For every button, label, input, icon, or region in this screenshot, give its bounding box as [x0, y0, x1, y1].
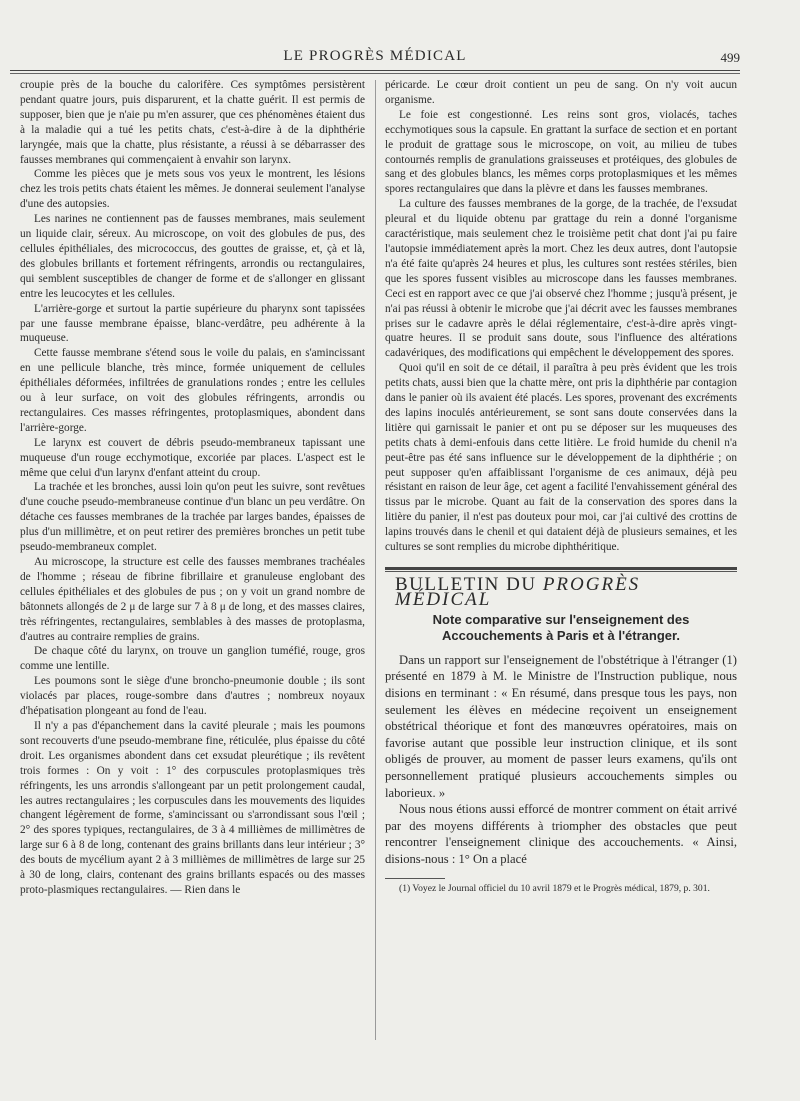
- header-rule: [10, 70, 740, 71]
- paragraph: Le foie est congestionné. Les reins sont gros, violacés, taches ecchymotiques sous la capsule. En grattant la surface de section et en portant le produit de grattage sous le microscope, on voit, au milieu de tubes contournés remplis de granulations graisseuses et protéiques, des globules de sang et des globules blancs, les mêmes corps protoplasmiques et les mêmes spores rectangulaires que dans la plèvre et dans les fausses membranes.: [385, 108, 737, 196]
- paragraph: Cette fausse membrane s'étend sous le voile du palais, en s'amincissant en une pellicule blanche, très mince, formée uniquement de cellules épithéliales déformées, infiltrées de granulations rondes ; entre les cellules ou à leur surface, on voit des globules réfringents, arrondis ou rectangulaires. Ces masses réfringentes, protoplasmiques, abondent dans l'arrière-gorge.: [20, 347, 365, 434]
- paragraph: Il n'y a pas d'épanchement dans la cavité pleurale ; mais les poumons sont recouverts d'une pseudo-membrane fine, réticulée, plus épaisse du côté droit. Les organismes abondent dans cet exsudat pleurétique ; ils revêtent trois formes : On y voit : 1° des corpuscules protoplasmiques très réfringents, les uns arrondis s'allongeant par un petit prolongement caudal, les autres rectangulaires ; les corpuscules dans les mouvements des liquides changent légèrement de forme, s'amincissant ou s'arrondissant sous l'œil ; 2° des spores typiques, rectangulaires, de 3 à 4 millièmes de millimètres de large sur 6 à 8 de long, contenant des grains brillants dans leur intérieur ; 3° des bouts de mycélium ayant 2 à 3 millièmes de millimètres de large sur 25 à 30 de long, clairs, contenant des grains brillants espacés ou des masses proto-plasmiques rectangulaires. — Rien dans le: [20, 719, 365, 896]
- page-number: 499: [720, 50, 740, 65]
- bulletin-brand: PROGRÈS MÉDICAL: [395, 574, 641, 610]
- bulletin-heading: [395, 574, 737, 610]
- article-title-line: Accouchements à Paris et à l'étranger.: [442, 627, 680, 643]
- paragraph: L'arrière-gorge et surtout la partie supérieure du pharynx sont tapissées par une fausse membrane épaisse, blanc-verdâtre, peu adhérente à la muqueuse.: [20, 302, 365, 345]
- left-column: [20, 78, 365, 898]
- bulletin-prefix: BULLETIN DU: [395, 574, 543, 595]
- paragraph: croupie près de la bouche du calorifère. Ces symptômes persistèrent pendant quatre jours, puis disparurent, et la chatte guérit. Il est permis de supposer, bien que je n'aie pu m'en assurer, que ces phénomènes étaient dus à la maladie qui a tué les petits chats, c'est-à-dire à de la diphthérie laryngée, mais que la chatte, plus résistante, a réussi à se débarrasser des fausses membranes qui commençaient à envahir son larynx.: [20, 79, 365, 166]
- paragraph: De chaque côté du larynx, on trouve un ganglion tuméfié, rouge, gros comme une lentille.: [20, 645, 365, 673]
- page-header: [10, 44, 740, 70]
- paragraph: péricarde. Le cœur droit contient un peu de sang. On n'y voit aucun organisme.: [385, 79, 737, 106]
- article-title: [385, 612, 737, 644]
- paragraph: Les poumons sont le siège d'une broncho-pneumonie double ; ils sont violacés par places, rouge-sombre dans d'autres ; nombreux noyaux d'hépatisation plongeant au fond de l'eau.: [20, 675, 365, 718]
- paragraph: Nous nous étions aussi efforcé de montrer comment on était arrivé par des moyens différents à triompher des obstacles que peut rencontrer l'enseignement clinique des accouchements. « Ainsi, disions-nous : 1° On a placé: [385, 802, 737, 866]
- paragraph: La culture des fausses membranes de la gorge, de la trachée, de l'exsudat pleural et du liquide obtenu par grattage du rein a donné l'organisme caractéristique, mais seulement chez le troisième petit chat dont j'ai pu faire l'autopsie immédiatement après la mort. Chez les deux autres, dont l'autopsie n'a été faite qu'après 24 heures et plus, les cultures sont restées stériles, bien que les spores fussent visibles au microscope dans les fausses membranes. Ceci est en rapport avec ce que j'ai observé chez l'homme ; jusqu'à présent, je n'ai pas réussi à obtenir le microbe que j'ai décrit avec les fausses membranes prises sur le cadavre après le délai réglementaire, c'est-à-dire après vingt-quatre heures. Il se produit sans doute, sous l'influence des altérations cadavériques, des modifications qui empêchent le développement des spores.: [385, 198, 737, 360]
- bulletin-rule-thin: [385, 571, 737, 572]
- paragraph: La trachée et les bronches, aussi loin qu'on peut les suivre, sont revêtues d'une couche pseudo-membraneuse continue d'un blanc un peu verdâtre. On détache ces fausses membranes de la trachée par larges bandes, épaisses de plus d'un millimètre, et on peut retirer des premières bronches un petit tube pseudo-membraneux complet.: [20, 481, 365, 554]
- journal-title: LE PROGRÈS MÉDICAL: [283, 48, 467, 64]
- paragraph: Au microscope, la structure est celle des fausses membranes trachéales de l'homme ; réseau de fibrine fibrillaire et granuleuse englobant des cellules épithéliales et des globules de pus ; on y voit un grand nombre de bâtonnets allongés de 2 μ de large sur 7 à 8 μ de long, et des masses claires, très réfringentes, rectangulaires, semblables à des masses de protoplasma, d'autres au contraire remplies de grains.: [20, 556, 365, 643]
- footnote-rule: [385, 878, 445, 879]
- paragraph: Comme les pièces que je mets sous vos yeux le montrent, les lésions chez les trois petits chats étaient les mêmes. Je donnerai seulement l'analyse d'une des autopsies.: [20, 168, 365, 211]
- paragraph: Les narines ne contiennent pas de fausses membranes, mais seulement un liquide clair, séreux. Au microscope, on voit des globules de pus, des cellules épithéliales, des micrococcus, des gouttes de graisse, et, çà et là, des globules brillants et fortement réfringents, arrondis ou rectangulaires, qui semblent susceptibles de changer de forme et de s'allonger en glissant entre les leucocytes et les cellules.: [20, 213, 365, 300]
- footnote: (1) Voyez le Journal officiel du 10 avril 1879 et le Progrès médical, 1879, p. 301.: [399, 882, 710, 894]
- column-separator: [375, 80, 376, 1040]
- header-rule-thin: [10, 73, 740, 74]
- right-column: [385, 78, 737, 895]
- paragraph: Quoi qu'il en soit de ce détail, il paraîtra à peu près évident que les trois petits chats, aussi bien que la chatte mère, ont pris la diphthérie par contagion dans le panier où ils avaient été placés. Les spores, provenant des excréments des lapins inoculés antérieurement, se sont sans doute conservées dans la litière qui garnissait le panier et ont pu se déposer sur les muqueuses des petits chats à demi-enfouis dans cette litière. Le froid humide du chenil n'a peut-être pas été sans influence sur le développement de la diphthérie ; on peut supposer qu'en affaiblissant l'organisme de ces animaux, déjà peu résistant en raison de leur âge, cet agent a facilité l'envahissement général des tissus par le microbe. Quant au fait de la conservation des spores dans la litière du panier, il n'est pas douteux pour moi, car j'ai cultivé des crottins de lapins trouvés dans le chenil et qui dataient déjà de plusieurs semaines, et les cultures se sont remplies du microbe diphthéritique.: [385, 362, 737, 554]
- paragraph: Dans un rapport sur l'enseignement de l'obstétrique à l'étranger (1) présenté en 1879 à M. le Ministre de l'Instruction publique, nous disions en terminant : « En résumé, dans presque tous les pays, non seulement les élèves en médecine reçoivent un enseignement obstétrical théorique et font des manœuvres opératoires, mais on favorise autant que possible leur instruction clinique, et ils sont obligés de prouver, au moment de passer leurs examens, qu'ils ont personnellement pratiqué plusieurs accouchements simples ou laborieux. »: [385, 652, 737, 800]
- paragraph: Le larynx est couvert de débris pseudo-membraneux tapissant une muqueuse d'un rouge ecchymotique, excoriée par places. L'aspect est le même que celui d'un larynx d'enfant atteint du croup.: [20, 436, 365, 479]
- article-title-line: Note comparative sur l'enseignement des: [432, 611, 690, 627]
- bulletin-rule: [385, 567, 737, 570]
- article-body: [385, 652, 737, 868]
